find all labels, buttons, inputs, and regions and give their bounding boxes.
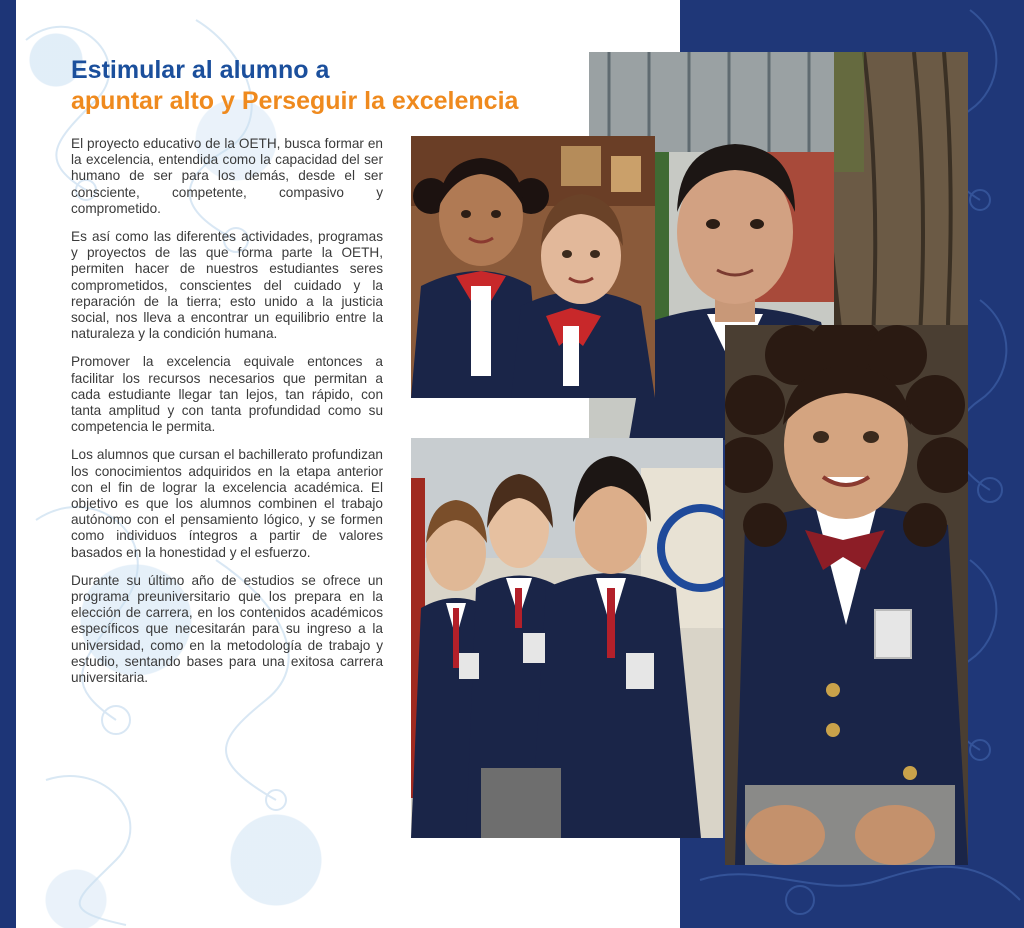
two-girls-photo (411, 136, 655, 398)
body-text (71, 136, 383, 698)
curly-hair-girl-photo (725, 325, 968, 865)
paragraph-4: Los alumnos que cursan el bachillerato profundizan los conocimientos adquiridos en la etapa anterior con el fin de lograr la excelencia académica. El objetivo es que los alumnos combinen el trabajo autónomo con el pensamiento lógico, y se formen como individuos íntegros a partir de valores basados en la honestidad y el esfuerzo. (71, 447, 383, 560)
title-block (71, 55, 611, 117)
paragraph-2: Es así como las diferentes actividades, programas y proyectos de las que forma parte la OETH, permiten hacer de nuestros estudiantes seres comprometidos, conscientes del cuidado y la reparación de la tierra; esto unido a la justicia social, nos lleva a encontrar un equilibrio entre la naturaleza y la condición humana. (71, 229, 383, 342)
paragraph-1: El proyecto educativo de la OETH, busca formar en la excelencia, entendida como la capacidad del ser humano de ser para los demás, desde el ser consciente, competente, compasivo y comprometido. (71, 136, 383, 216)
paragraph-3: Promover la excelencia equivale entonces a facilitar los recursos necesarios que permitan a cada estudiante llegar tan lejos, tan rápido, con tanta amplitud y con tanta profundidad como su competencia le permita. (71, 354, 383, 435)
group-of-students-photo (411, 438, 723, 838)
paragraph-5: Durante su último año de estudios se ofrece un programa preuniversitario que los prepara en la elección de carrera, en los contenidos académicos específicos que necesitarán para su ingreso a la universidad, como en la metodología de trabajo y estudio, sentando bases para una exitosa carrera universitaria. (71, 572, 383, 686)
title-line-1: Estimular al alumno a (71, 56, 330, 84)
title-line-2: apuntar alto y Perseguir la excelencia (71, 87, 519, 115)
left-navy-band (0, 0, 16, 928)
